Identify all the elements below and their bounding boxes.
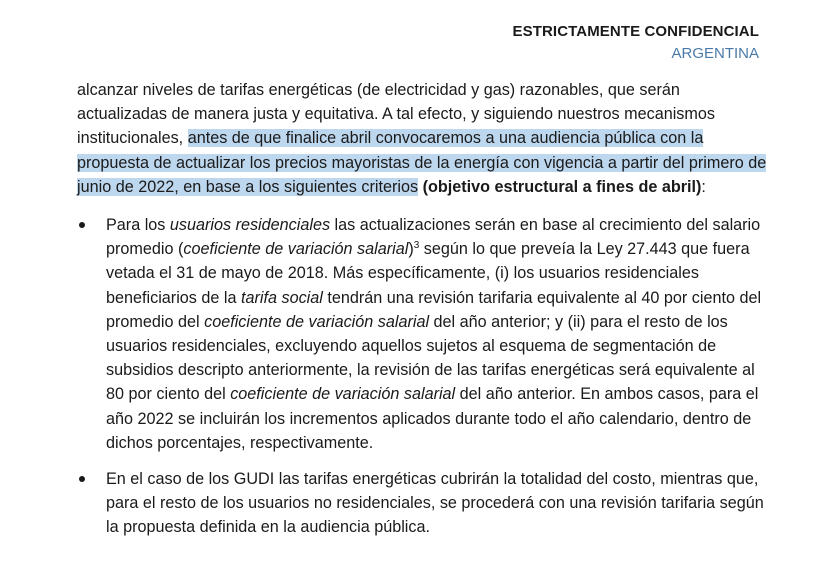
footnote-reference[interactable]: 3: [413, 240, 420, 252]
italic-text: coeficiente de variación salarial: [183, 240, 409, 259]
bullet-icon: [79, 476, 85, 482]
intro-paragraph: [77, 78, 767, 199]
bullet-text: Para los: [106, 216, 170, 235]
bullet-text: En el caso de los GUDI las tarifas energéticas cubrirán la totalidad del costo, mientras que, para el resto de los usuarios no residenciales, se procederá con una revisión tarifaria según la propuesta definida en la audiencia pública.: [106, 470, 764, 537]
bullet-text: las actualizaciones serán en base al crecimiento del salario promedio (: [106, 216, 761, 259]
highlighted-text: antes de que finalice abril convocaremos a una audiencia pública con la propuesta de actualizar los precios mayoristas de la energía con vigencia a partir del primero de junio de 2022, en base a los siguientes criterios: [77, 129, 767, 196]
bold-objective-text: (objetivo estructural a fines de abril): [422, 177, 702, 196]
italic-text: coeficiente de variación salarial: [204, 312, 430, 331]
list-item: [77, 213, 767, 455]
italic-text: tarifa social: [240, 288, 323, 307]
bullet-text: ): [408, 240, 414, 259]
list-item: [77, 467, 767, 540]
bullet-text: del año anterior. En ambos casos, para el año 2022 se incluirán los incrementos aplicados durante todo el año calendario, dentro de dichos porcentajes, respectivamente.: [106, 385, 759, 452]
country-label: ARGENTINA: [671, 45, 759, 62]
criteria-list: [77, 213, 767, 540]
document-body: [77, 78, 767, 552]
document-header: [513, 22, 759, 64]
italic-text: coeficiente de variación salarial: [230, 385, 456, 404]
intro-text: alcanzar niveles de tarifas energéticas (de electricidad y gas) razonables, que serán actualizadas de manera justa y equitativa. A tal efecto, y siguiendo nuestros mecanismos institucionales,: [77, 81, 715, 148]
bullet-text: tendrán una revisión tarifaria equivalente al 40 por ciento del promedio del: [106, 288, 762, 331]
bullet-text: según lo que preveía la Ley 27.443 que fuera vetada el 31 de mayo de 2018. Más específicamente, (i) los usuarios residenciales beneficiarios de la: [106, 240, 750, 307]
italic-text: usuarios residenciales: [169, 216, 331, 235]
bullet-text: del año anterior; y (ii) para el resto de los usuarios residenciales, excluyendo aquellos sujetos al esquema de segmentación de subsidios descripto anteriormente, la revisión de las tarifas energéticas será equivalente al 80 por ciento del: [106, 312, 755, 404]
intro-end: :: [701, 177, 706, 196]
bullet-icon: [79, 222, 85, 228]
confidentiality-label: ESTRICTAMENTE CONFIDENCIAL: [512, 23, 759, 40]
